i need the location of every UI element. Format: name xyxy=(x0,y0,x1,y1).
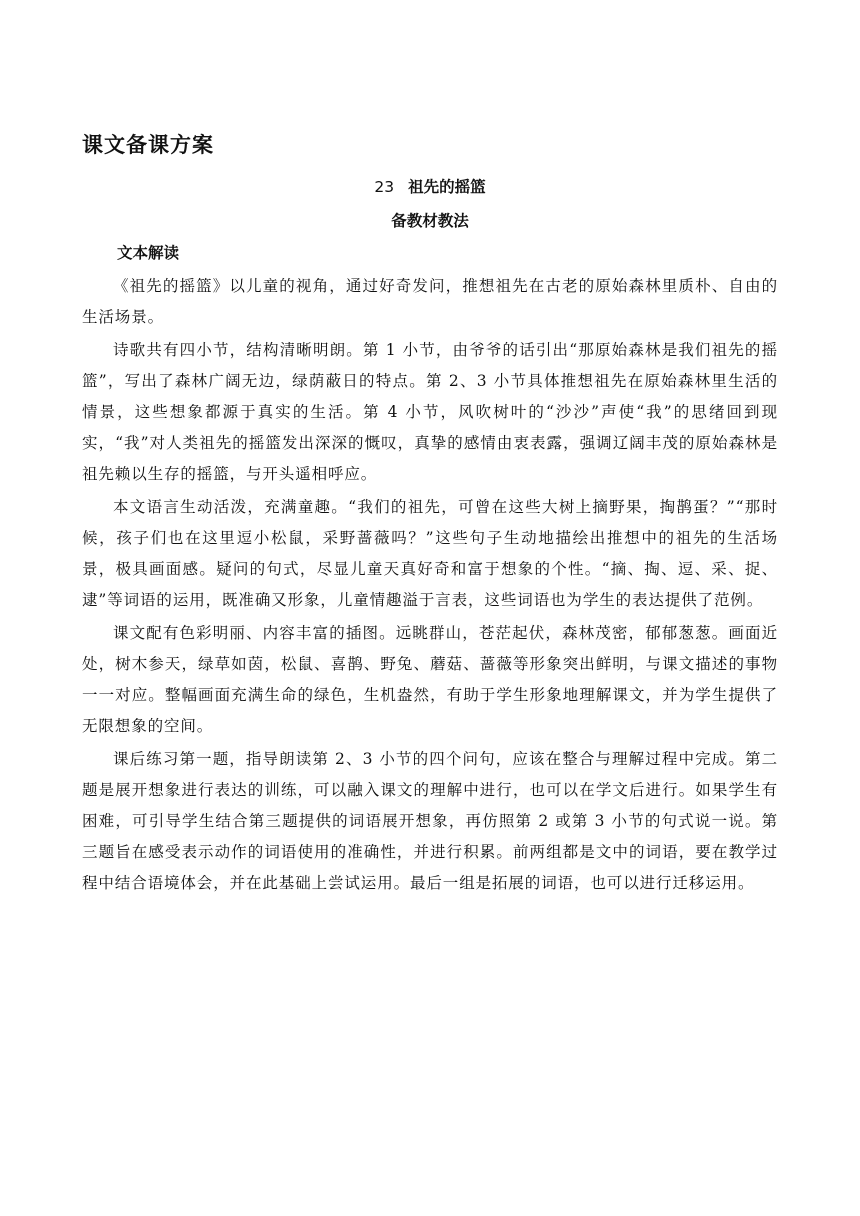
section-heading: 文本解读 xyxy=(117,244,180,262)
lesson-name: 祖先的摇篮 xyxy=(408,178,486,196)
paragraph: 本文语言生动活泼，充满童趣。“我们的祖先，可曾在这些大树上摘野果，掏鹊蛋？”“那时候，孩子们也在这里逗小松鼠，采野蔷薇吗？”这些句子生动地描绘出推想中的祖先的生活场景，极具画面感。疑问的句式，尽显儿童天真好奇和富于想象的个性。“摘、掏、逗、采、捉、逮”等词语的运用，既准确又形象，儿童情趣溢于言表，这些词语也为学生的表达提供了范例。 xyxy=(82,498,778,609)
document-title: 课文备课方案 xyxy=(82,133,214,157)
lesson-number: 23 xyxy=(374,178,395,196)
paragraph: 诗歌共有四小节，结构清晰明朗。第 1 小节，由爷爷的话引出“那原始森林是我们祖先的摇篮”，写出了森林广阔无边，绿荫蔽日的特点。第 2、3 小节具体推想祖先在原始森林里生活的情景，这些想象都源于真实的生活。第 4 小节，风吹树叶的“沙沙”声使“我”的思绪回到现实，“我”对人类祖先的摇篮发出深深的慨叹，真挚的感情由衷表露，强调辽阔丰茂的原始森林是祖先赖以生存的摇篮，与开头遥相呼应。 xyxy=(82,341,778,483)
body-text xyxy=(82,271,778,901)
lesson-heading xyxy=(0,175,860,197)
paragraph: 课后练习第一题，指导朗读第 2、3 小节的四个问句，应该在整合与理解过程中完成。第二题是展开想象进行表达的训练，可以融入课文的理解中进行，也可以在学文后进行。如果学生有困难，可引导学生结合第三题提供的词语展开想象，再仿照第 2 或第 3 小节的句式说一说。第三题旨在感受表示动作的词语使用的准确性，并进行积累。前两组都是文中的词语，要在教学过程中结合语境体会，并在此基础上尝试运用。最后一组是拓展的词语，也可以进行迁移运用。 xyxy=(82,750,778,892)
paragraph: 《祖先的摇篮》以儿童的视角，通过好奇发问，推想祖先在古老的原始森林里质朴、自由的生活场景。 xyxy=(82,277,778,326)
subtitle: 备教材教法 xyxy=(391,212,469,230)
paragraph: 课文配有色彩明丽、内容丰富的插图。远眺群山，苍茫起伏，森林茂密，郁郁葱葱。画面近处，树木参天，绿草如茵，松鼠、喜鹊、野兔、蘑菇、蔷薇等形象突出鲜明，与课文描述的事物一一对应。整幅画面充满生命的绿色，生机盎然，有助于学生形象地理解课文，并为学生提供了无限想象的空间。 xyxy=(82,624,778,735)
